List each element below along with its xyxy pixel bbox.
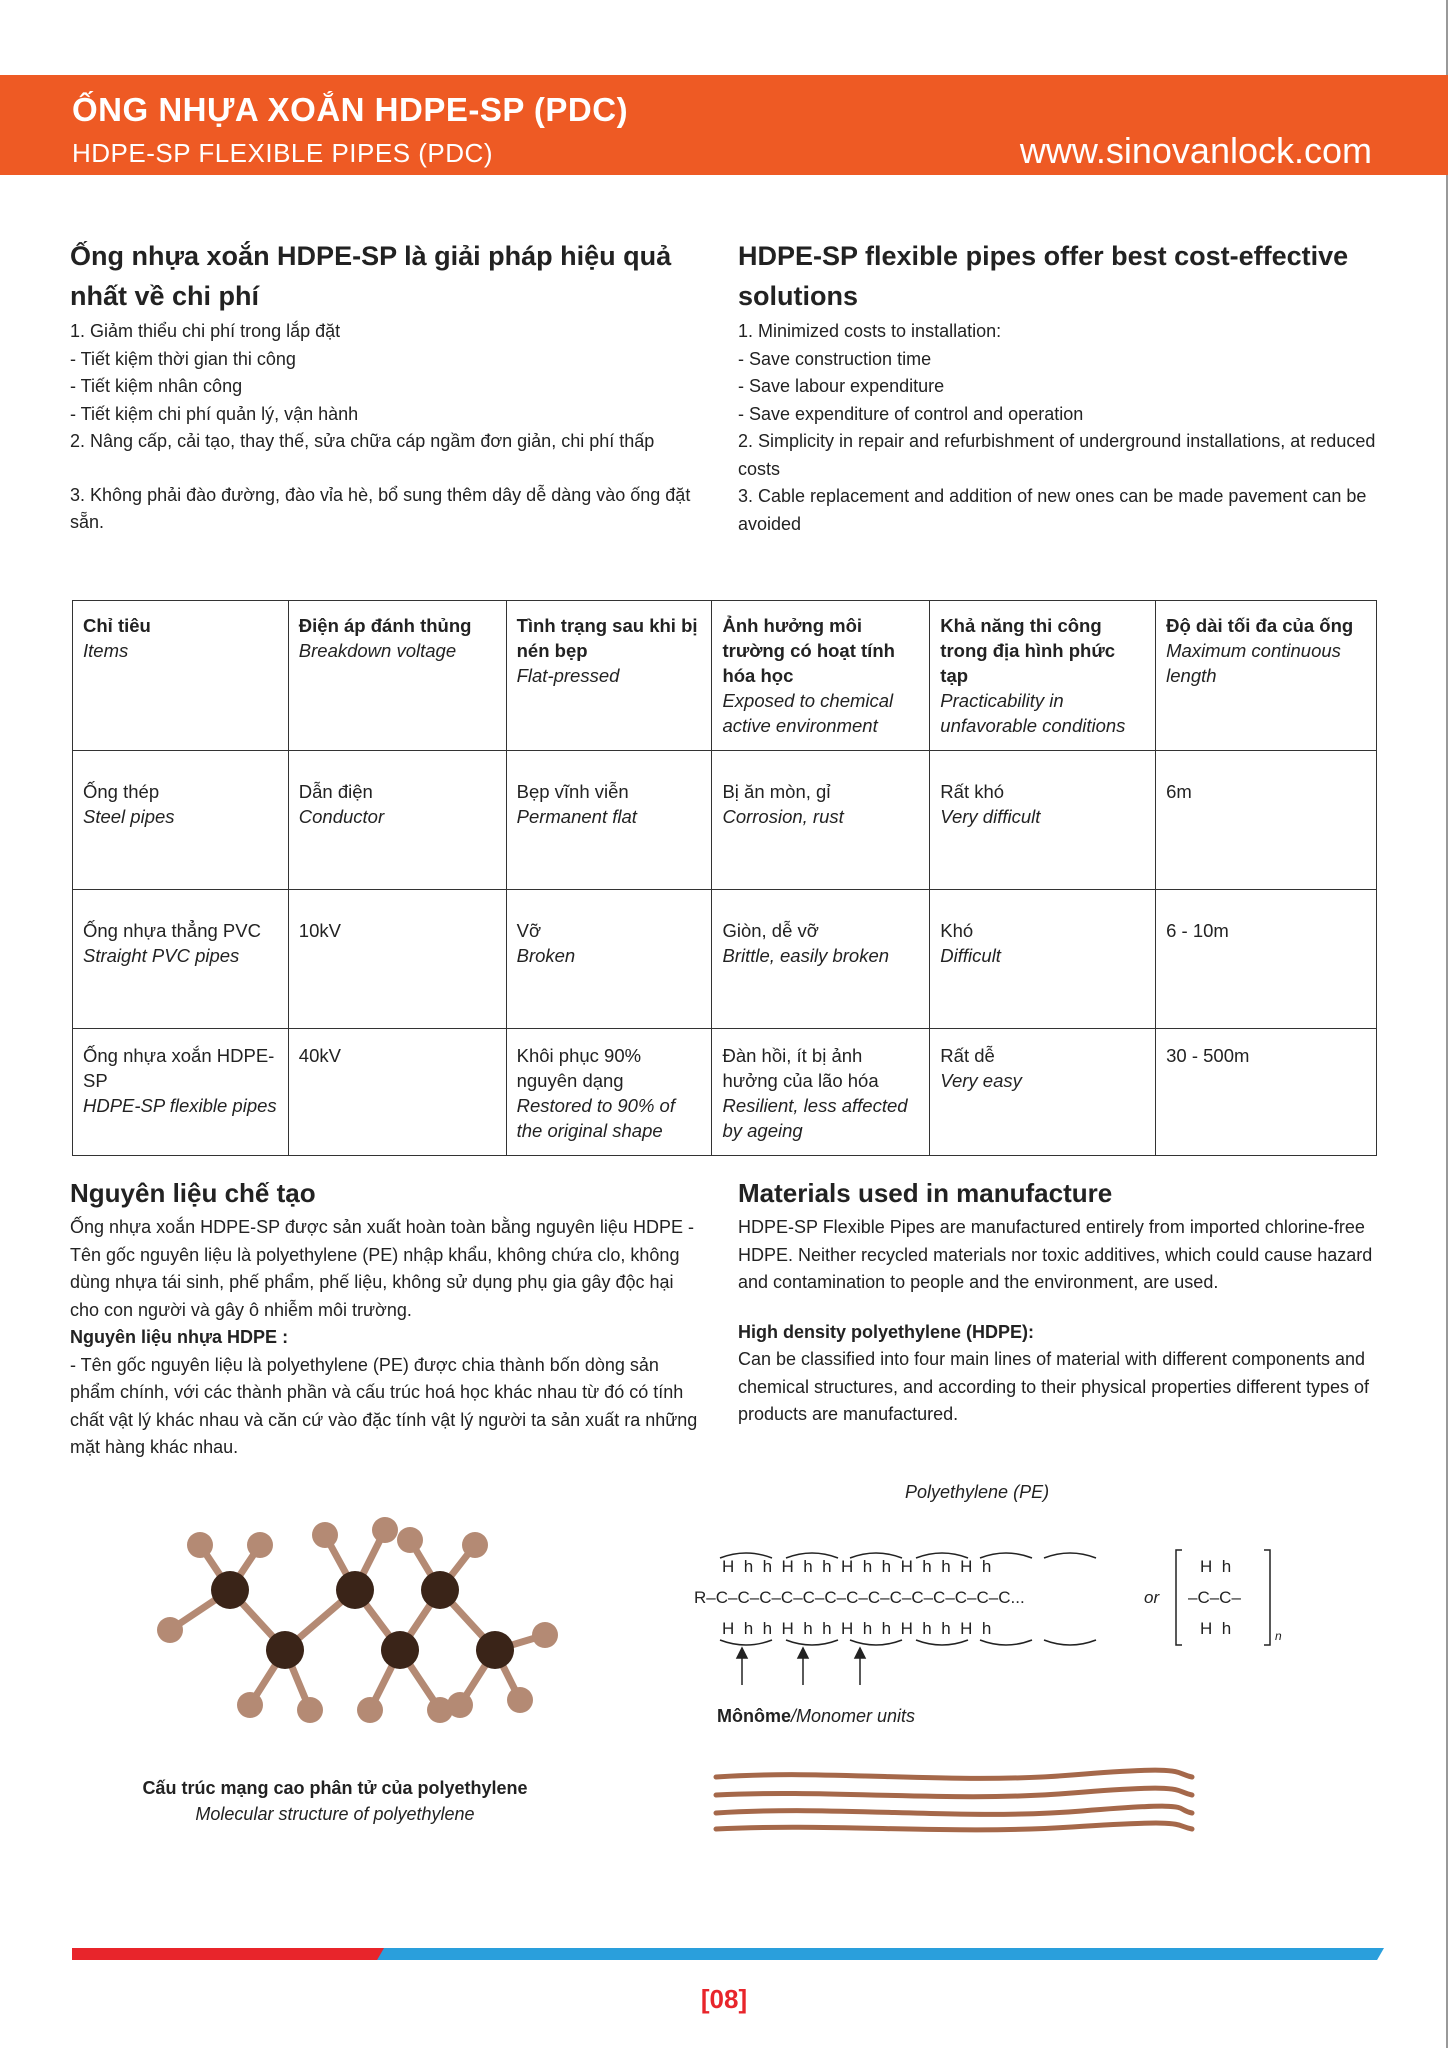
table-cell: Dẫn điện Conductor: [288, 751, 506, 890]
header-banner: [0, 75, 1448, 175]
table-cell: Rất dễ Very easy: [930, 1029, 1156, 1156]
table-cell: Khó Difficult: [930, 890, 1156, 1029]
cost-line-vi: - Tiết kiệm chi phí quản lý, vận hành: [70, 403, 359, 424]
header-cell: Độ dài tối đa của ống Maximum continuous length: [1156, 601, 1377, 751]
cost-heading-en: HDPE-SP flexible pipes offer best cost-effective solutions: [738, 241, 1349, 311]
cost-line-en: 1. Minimized costs to installation:: [738, 321, 1002, 341]
title-vi: ỐNG NHỰA XOẮN HDPE-SP (PDC): [72, 91, 629, 128]
cost-line-vi: 1. Giảm thiểu chi phí trong lắp đặt: [70, 321, 341, 341]
page-number: [08]: [700, 1984, 748, 2014]
cost-line-en: - Save expenditure of control and operation: [738, 403, 1084, 424]
molecule-caption: [100, 1775, 570, 1827]
polyethylene-formula: [690, 1540, 1290, 1690]
cost-line-en: - Save labour expenditure: [738, 376, 945, 396]
table-cell: Bẹp vĩnh viễn Permanent flat: [506, 751, 712, 890]
formula-title: Polyethylene (PE): [905, 1482, 1050, 1502]
materials-para2-vi: - Tên gốc nguyên liệu là polyethylene (PE) được chia thành bốn dòng sản phẩm chính, với các thành phần và cấu trúc hoá học khác nhau từ đó có tính chất vật lý khác nhau và căn cứ vào đặc tính vật lý người ta sản xuất ra những mặt hàng khác nhau.: [70, 1354, 698, 1457]
materials-subheading-vi: Nguyên liệu nhựa HDPE :: [70, 1327, 289, 1347]
formula-or: or: [1144, 1588, 1160, 1607]
cost-line-vi: 3. Không phải đào đường, đào vỉa hè, bổ sung thêm dây dễ dàng vào ống đặt sẵn.: [70, 484, 691, 532]
table-cell: Ống thép Steel pipes: [73, 751, 289, 890]
formula-lower-h: H h h H h h H h h H h h H h: [722, 1619, 992, 1638]
polyethylene-molecule-illustration: [140, 1505, 560, 1735]
materials-heading-vi: Nguyên liệu chế tạo: [70, 1178, 316, 1208]
unit-mid: –C–C–: [1188, 1588, 1241, 1607]
cost-line-vi: 2. Nâng cấp, cải tạo, thay thế, sửa chữa cáp ngầm đơn giản, chi phí thấp: [70, 431, 655, 451]
materials-section-en: [738, 1174, 1378, 1429]
table-row: [73, 751, 1377, 890]
molecule-caption-vi: Cấu trúc mạng cao phân tử của polyethylene: [142, 1778, 528, 1798]
table-cell: Vỡ Broken: [506, 890, 712, 1029]
materials-subheading-en: High density polyethylene (HDPE):: [738, 1321, 1035, 1342]
materials-para2-en: Can be classified into four main lines of material with different components and chemical structures, and according to their physical properties different types of products are manufactured.: [738, 1349, 1369, 1424]
table-row: [73, 1029, 1377, 1156]
table-cell: Ống nhựa thẳng PVC Straight PVC pipes: [73, 890, 289, 1029]
unit-bottom: H h: [1200, 1619, 1232, 1638]
cost-line-en: 3. Cable replacement and addition of new ones can be made pavement can be avoided: [738, 486, 1367, 534]
table-cell: Đàn hồi, ít bị ảnh hưởng của lão hóa Resilient, less affected by ageing: [712, 1029, 930, 1156]
cost-line-en: - Save construction time: [738, 348, 932, 369]
header-cell: Tình trạng sau khi bị nén bẹp Flat-pressed: [506, 601, 712, 751]
table-cell: 6m: [1156, 751, 1377, 890]
cost-line-en: 2. Simplicity in repair and refurbishment of underground installations, at reduced costs: [738, 431, 1376, 479]
footer-bar-blue: [377, 1948, 1384, 1960]
monomer-label-vi: Mônôme: [717, 1706, 791, 1726]
materials-section-vi: [70, 1174, 700, 1462]
title-en: HDPE-SP FLEXIBLE PIPES (PDC): [72, 138, 493, 168]
cost-section-vi: [70, 236, 710, 537]
materials-para-vi: Ống nhựa xoắn HDPE-SP được sản xuất hoàn toàn bằng nguyên liệu HDPE - Tên gốc nguyên liệu là polyethylene (PE) nhập khẩu, không chứa clo, không dùng nhựa tái sinh, phế phẩm, phế liệu, không sử dụng phụ gia gây độc hại cho con người và gây ô nhiễm môi trường.: [70, 1217, 694, 1320]
materials-heading-en: Materials used in manufacture: [738, 1178, 1113, 1208]
table-cell: 40kV: [288, 1029, 506, 1156]
table-cell: 30 - 500m: [1156, 1029, 1377, 1156]
formula-chain: R–C–C–C–C–C–C–C–C–C–C–C–C–C–C...: [694, 1588, 1025, 1607]
polymer-chain-lines: [712, 1765, 1198, 1835]
cost-line-vi: - Tiết kiệm thời gian thi công: [70, 348, 296, 369]
header-cell: Ảnh hưởng môi trường có hoạt tính hóa học Exposed to chemical active environment: [712, 601, 930, 751]
header-cell: Chỉ tiêu Items: [73, 601, 289, 751]
table-cell: 10kV: [288, 890, 506, 1029]
table-header-row: [73, 601, 1377, 751]
table-cell: 6 - 10m: [1156, 890, 1377, 1029]
table-cell: Bị ăn mòn, gỉ Corrosion, rust: [712, 751, 930, 890]
unit-top: H h: [1200, 1557, 1232, 1576]
unit-subscript: n: [1275, 1629, 1282, 1643]
monomer-label: [717, 1706, 915, 1727]
table-cell: Khôi phục 90% nguyên dạng Restored to 90% of the original shape: [506, 1029, 712, 1156]
cost-heading-vi: Ống nhựa xoắn HDPE-SP là giải pháp hiệu quả nhất về chi phí: [70, 241, 672, 311]
header-cell: Điện áp đánh thủng Breakdown voltage: [288, 601, 506, 751]
formula-upper-h: H h h H h h H h h H h h H h: [722, 1557, 992, 1576]
website-link[interactable]: www.sinovanlock.com: [1019, 130, 1372, 171]
table-cell: Giòn, dễ vỡ Brittle, easily broken: [712, 890, 930, 1029]
cost-section-en: [738, 236, 1378, 538]
footer-bar-red: [72, 1948, 392, 1960]
table-row: [73, 890, 1377, 1029]
molecule-caption-en: Molecular structure of polyethylene: [195, 1804, 475, 1824]
table-cell: Rất khó Very difficult: [930, 751, 1156, 890]
header-cell: Khả năng thi công trong địa hình phức tạp Practicability in unfavorable conditions: [930, 601, 1156, 751]
materials-para-en: HDPE-SP Flexible Pipes are manufactured entirely from imported chlorine-free HDPE. Neither recycled materials nor toxic additives, which could cause hazard and contamination to people and the environment, are used.: [738, 1217, 1373, 1292]
table-cell: Ống nhựa xoắn HDPE-SP HDPE-SP flexible pipes: [73, 1029, 289, 1156]
cost-line-vi: - Tiết kiệm nhân công: [70, 376, 243, 396]
comparison-table: [72, 600, 1377, 1156]
monomer-label-en: /Monomer units: [791, 1706, 916, 1726]
